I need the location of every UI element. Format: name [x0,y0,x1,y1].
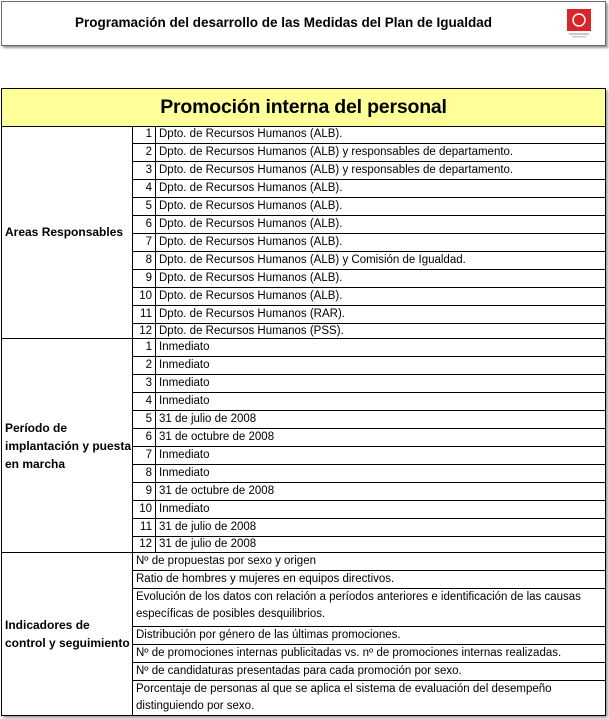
row-text: Dpto. de Recursos Humanos (ALB). [159,182,343,194]
row-number: 7 [133,447,156,464]
row-text: Inmediato [159,449,210,461]
row-number: 10 [133,288,156,305]
row-number: 2 [133,144,156,161]
row-text: Dpto. de Recursos Humanos (ALB) y Comisión de Igualdad. [159,254,466,266]
row-number: 2 [133,357,156,374]
row-text: Dpto. de Recursos Humanos (RAR). [159,308,345,320]
row-number: 4 [133,393,156,410]
section-label-periodo: Período de implantación y puesta en marcha [2,339,133,552]
row-text: 31 de julio de 2008 [159,521,257,533]
indicator-row: Evolución de los datos con relación a períodos anteriores e identificación de las causas específicas de posibles desquilibrios. [133,589,605,627]
table-row [133,429,605,447]
row-text: Dpto. de Recursos Humanos (ALB) y responsables de departamento. [159,146,514,158]
indicator-row: Porcentaje de personas al que se aplica el sistema de evaluación del desempeño distinguiendo por sexo. [136,683,552,712]
table-row [133,162,605,180]
indicator-row: Nº de promociones internas publicitadas vs. nº de promociones internas realizadas. [133,645,605,663]
table-row [133,447,605,465]
row-text: Inmediato [159,467,210,479]
row-number: 11 [133,519,156,536]
document-header [1,1,606,46]
row-number: 12 [133,537,156,553]
row-number: 9 [133,270,156,287]
row-number: 10 [133,501,156,518]
section-label-areas: Areas Responsables [2,126,133,338]
table-row [133,519,605,537]
row-text: Dpto. de Recursos Humanos (PSS). [159,325,344,337]
row-number: 7 [133,234,156,251]
table-row [133,537,605,553]
row-number: 6 [133,429,156,446]
row-text: Dpto. de Recursos Humanos (ALB). [159,218,343,230]
row-text: 31 de julio de 2008 [159,413,257,425]
indicator-row: Distribución por género de las últimas promociones. [133,627,605,645]
table-row [133,126,605,144]
table-row [133,180,605,198]
table-row [133,324,605,339]
areas-rows [133,126,605,338]
indicator-row: Nº de candidaturas presentadas para cada promoción por sexo. [133,663,605,681]
row-text: Inmediato [159,377,210,389]
row-number: 5 [133,411,156,428]
row-number: 3 [133,162,156,179]
table-row [133,465,605,483]
row-text: Dpto. de Recursos Humanos (ALB). [159,272,343,284]
table-row [133,501,605,519]
row-number: 1 [133,126,156,143]
row-number: 4 [133,180,156,197]
table-row [133,270,605,288]
periodo-rows [133,339,605,552]
table-row [133,144,605,162]
document-title: Programación del desarrollo de las Medidas del Plan de Igualdad [74,15,493,30]
indicator-row: Nº de propuestas por sexo y origen [133,553,605,571]
table-title: Promoción interna del personal [2,89,605,127]
row-number: 11 [133,306,156,323]
indicadores-rows [133,553,605,715]
row-text: Inmediato [159,359,210,371]
row-number: 1 [133,339,156,356]
section-areas-responsables [2,126,605,339]
row-number: 8 [133,252,156,269]
table-row [133,411,605,429]
row-text: Dpto. de Recursos Humanos (ALB) y responsables de departamento. [159,164,514,176]
row-number: 12 [133,324,156,339]
table-row [133,216,605,234]
row-text: 31 de octubre de 2008 [159,431,275,443]
row-text: Dpto. de Recursos Humanos (ALB). [159,290,343,302]
table-row [133,375,605,393]
measures-table [1,88,606,716]
row-text: Inmediato [159,341,210,353]
row-number: 9 [133,483,156,500]
row-text: 31 de julio de 2008 [159,538,257,550]
company-logo-icon [567,9,591,39]
table-row [133,252,605,270]
row-number: 8 [133,465,156,482]
table-row [133,393,605,411]
section-periodo [2,339,605,553]
table-row [133,483,605,501]
section-indicadores [2,553,605,715]
table-row [133,306,605,324]
indicator-row: Ratio de hombres y mujeres en equipos directivos. [133,571,605,589]
table-row [133,357,605,375]
row-text: Dpto. de Recursos Humanos (ALB). [159,236,343,248]
section-label-indicadores: Indicadores de control y seguimiento [2,553,133,715]
table-row [133,288,605,306]
row-text: Inmediato [159,395,210,407]
table-row [133,198,605,216]
row-number: 3 [133,375,156,392]
row-text: Inmediato [159,503,210,515]
row-number: 6 [133,216,156,233]
table-row [133,234,605,252]
row-number: 5 [133,198,156,215]
row-text: 31 de octubre de 2008 [159,485,275,497]
row-text: Dpto. de Recursos Humanos (ALB). [159,128,343,140]
table-row [133,339,605,357]
row-text: Dpto. de Recursos Humanos (ALB). [159,200,343,212]
